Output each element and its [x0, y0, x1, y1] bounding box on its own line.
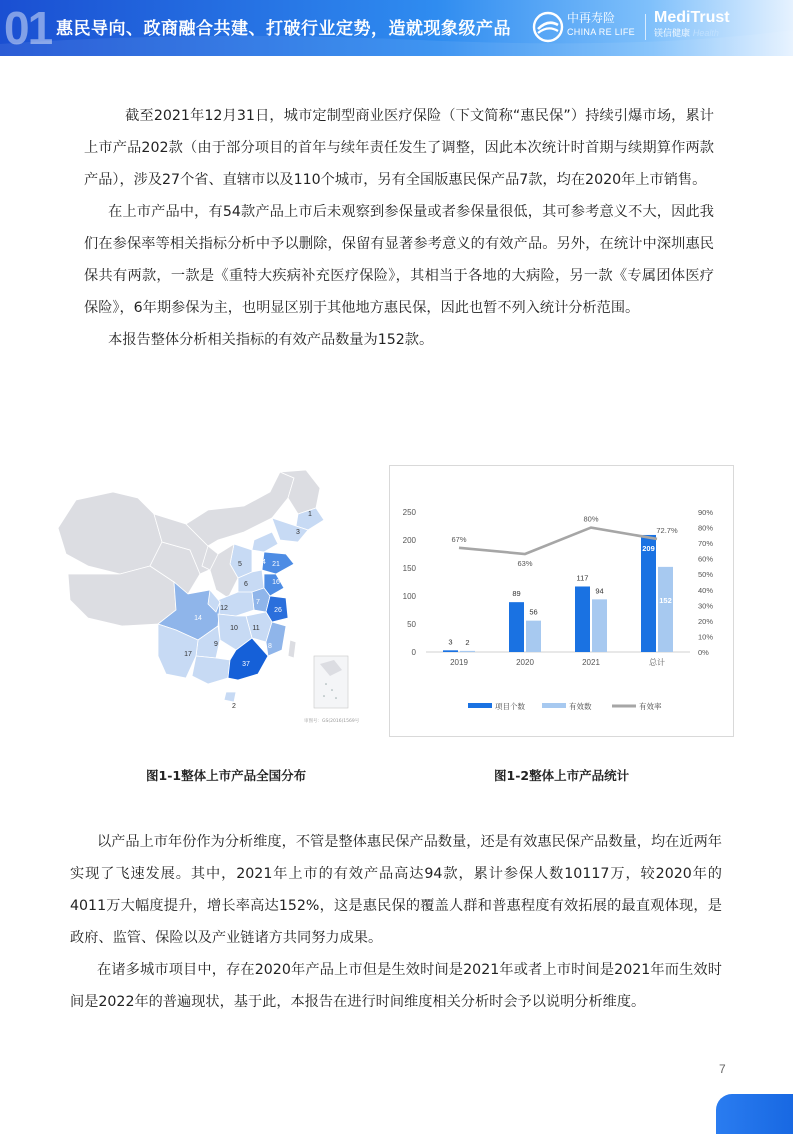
bar-label-effective: 2 [465, 637, 470, 647]
legend-label: 有效数 [569, 702, 592, 711]
figure-caption-1: 图1-1整体上市产品全国分布 [146, 768, 307, 783]
page-header [0, 0, 793, 56]
map-label: 8 [268, 643, 272, 650]
bar-label-projects: 209 [642, 543, 655, 553]
x-axis-tick: 总计 [649, 658, 665, 667]
bar-effective [526, 621, 541, 652]
south-china-sea-inset [304, 656, 360, 724]
rate-line [459, 528, 657, 554]
region-taiwan [288, 640, 296, 658]
bar-effective [460, 651, 475, 652]
china-re-life-cn: 中再寿险 [567, 11, 616, 25]
paragraph: 本报告整体分析相关指标的有效产品数量为152款。 [108, 332, 434, 348]
map-label: 6 [244, 581, 248, 588]
map-label: 5 [238, 561, 242, 568]
right-axis-tick: 90% [698, 508, 714, 517]
right-axis-tick: 40% [698, 585, 714, 595]
map-label: 9 [214, 641, 218, 648]
right-axis-tick: 70% [698, 539, 714, 549]
map-label: 26 [274, 607, 282, 614]
region-beijing [252, 532, 278, 552]
rate-label: 80% [583, 514, 599, 524]
map-label: 27 [282, 589, 290, 596]
china-re-life-en: CHINA RE LIFE [567, 27, 635, 37]
region-hainan [224, 692, 236, 702]
map-label: 21 [272, 561, 280, 568]
region-guangxi [192, 656, 230, 684]
page-number: 7 [719, 1062, 726, 1076]
section-number: 01 [4, 2, 52, 54]
meditrust-en: MediTrust [654, 9, 730, 26]
rate-label: 72.7% [656, 525, 678, 535]
region-hubei [218, 592, 254, 616]
left-axis-tick: 50 [407, 620, 416, 629]
meditrust-cn-line [654, 27, 744, 40]
figure-caption-2: 图1-2整体上市产品统计 [494, 768, 630, 783]
region-xinjiang [58, 492, 162, 574]
map-label: 17 [184, 651, 192, 658]
bar-effective [592, 599, 607, 652]
china-re-life-emblem-icon [532, 11, 564, 43]
map-label: 16 [272, 579, 280, 586]
region-xizang [68, 566, 176, 626]
map-label: 37 [242, 661, 250, 668]
right-axis-tick: 0% [698, 648, 709, 657]
right-axis-tick: 10% [698, 632, 714, 642]
bar-effective [658, 567, 673, 652]
legend-swatch [468, 703, 492, 708]
legend-label: 项目个数 [495, 702, 525, 711]
left-axis-tick: 150 [402, 564, 416, 573]
x-axis-tick: 2019 [450, 658, 468, 667]
map-label: 7 [256, 599, 260, 606]
map-label: 12 [220, 605, 228, 612]
meditrust-health: Health [692, 28, 719, 38]
bar-projects [443, 650, 458, 652]
x-axis-tick: 2021 [582, 658, 600, 667]
right-axis-tick: 50% [698, 570, 714, 580]
left-axis-tick: 200 [402, 536, 416, 545]
map-label: 3 [296, 529, 300, 536]
x-axis-tick: 2020 [516, 658, 534, 667]
map-label: 4 [262, 559, 266, 566]
body-text-bottom [70, 826, 722, 1018]
bar-label-effective: 94 [595, 586, 604, 596]
inset-caption: 审图号：GS(2016)1569号 [304, 719, 360, 724]
body-text-top [84, 100, 714, 356]
corner-decoration [716, 1094, 793, 1134]
map-label: 11 [252, 625, 260, 632]
paragraph: 以产品上市年份作为分析维度，不管是整体惠民保产品数量，还是有效惠民保产品数量，均在近两年实现了飞速发展。其中，2021年上市的有效产品高达94款，累计参保人数10117万，较2020年的4011万大幅度提升，增长率高达152%，这是惠民保的覆盖人群和普惠程度有效拓展的最直观体现，是政府、监管、保险以及产业链诸方共同努力成果。 [70, 834, 722, 946]
bar-label-effective: 152 [659, 595, 672, 605]
map-label: 14 [194, 615, 202, 622]
meditrust-cn: 镁信健康 [654, 29, 691, 39]
right-axis-tick: 60% [698, 554, 714, 564]
bar-label-projects: 3 [448, 637, 453, 647]
bar-projects [575, 586, 590, 652]
product-stats-chart [389, 465, 734, 737]
paragraph: 在诸多城市项目中，存在2020年产品上市但是生效时间是2021年或者上市时间是2021年而生效时间是2022年的普遍现状，基于此，本报告在进行时间维度相关分析时会予以说明分析维度。 [70, 962, 722, 1010]
chart-svg [390, 466, 733, 736]
right-axis-tick: 80% [698, 523, 714, 533]
rate-label: 63% [517, 559, 533, 568]
left-axis-tick: 100 [402, 592, 416, 601]
map-label: 1 [308, 511, 312, 518]
china-distribution-map [58, 470, 360, 738]
left-axis-tick: 250 [402, 508, 416, 517]
left-axis-tick: 0 [411, 648, 416, 657]
rate-label: 67% [451, 534, 467, 544]
bar-label-projects: 117 [576, 573, 589, 583]
meditrust-logo [654, 9, 744, 45]
header-title: 惠民导向、政商融合共建、打破行业定势，造就现象级产品 [56, 19, 511, 39]
legend-swatch [542, 703, 566, 708]
paragraph: 截至2021年12月31日，城市定制型商业医疗保险（下文简称“惠民保”）持续引爆市场，累计上市产品202款（由于部分项目的首年与续年责任发生了调整，因此本次统计时首期与续期算作两款产品），涉及27个省、直辖市以及110个城市，另有全国版惠民保产品7款，均在2020年上市销售。 [84, 108, 714, 188]
bar-projects [509, 602, 524, 652]
logo-divider [645, 14, 646, 40]
paragraph: 在上市产品中，有54款产品上市后未观察到参保量或者参保量很低，其可参考意义不大，因此我们在参保率等相关指标分析中予以删除，保留有显著参考意义的有效产品。另外，在统计中深圳惠民保共有两款，一款是《重特大疾病补充医疗保险》，其相当于各地的大病险，另一款《专属团体医疗保险》，6年期参保为主，也明显区别于其他地方惠民保，因此也暂不列入统计分析范围。 [84, 204, 714, 316]
legend-label: 有效率 [639, 702, 662, 711]
right-axis-tick: 30% [698, 601, 714, 611]
bar-label-effective: 56 [529, 607, 538, 617]
bar-label-projects: 89 [512, 589, 521, 599]
map-label: 2 [232, 703, 236, 710]
right-axis-tick: 20% [698, 616, 714, 626]
china-re-life-logo [532, 9, 644, 45]
map-svg [58, 470, 360, 738]
map-label: 10 [230, 625, 238, 632]
